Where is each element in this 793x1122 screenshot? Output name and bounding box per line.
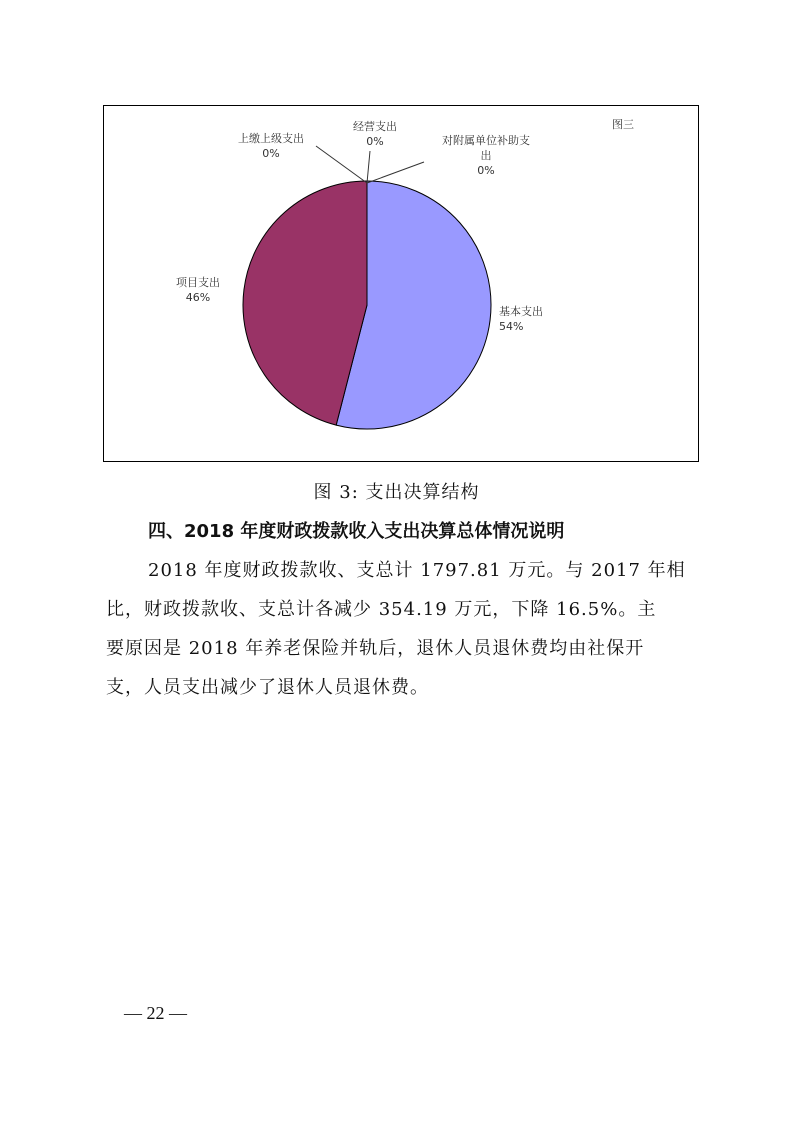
slice-label: 对附属单位补助支出 0% [442, 134, 530, 177]
page-number: — 22 — [124, 1003, 187, 1023]
paragraph-line: 2018 年度财政拨款收、支总计 1797.81 万元。与 2017 年相 [148, 560, 686, 581]
figure-caption: 图 3: 支出决算结构 [313, 482, 480, 503]
slice-label: 经营支出 0% [353, 120, 397, 148]
pie-chart-frame [103, 105, 699, 462]
leader-line [316, 146, 367, 183]
leader-line [367, 151, 370, 183]
slice-label: 项目支出 46% [176, 276, 220, 304]
paragraph-line: 比，财政拨款收、支总计各减少 354.19 万元，下降 16.5%。主 [106, 599, 657, 620]
chart-title: 图三 [612, 118, 634, 131]
leader-line [367, 162, 424, 183]
section-heading: 四、2018 年度财政拨款收入支出决算总体情况说明 [148, 521, 565, 542]
slice-label: 上缴上级支出 0% [238, 132, 304, 160]
slice-label: 基本支出 54% [499, 305, 543, 333]
paragraph-line: 支，人员支出减少了退休人员退休费。 [106, 677, 429, 698]
pie-chart [104, 106, 698, 461]
paragraph-line: 要原因是 2018 年养老保险并轨后，退休人员退休费均由社保开 [106, 638, 645, 659]
